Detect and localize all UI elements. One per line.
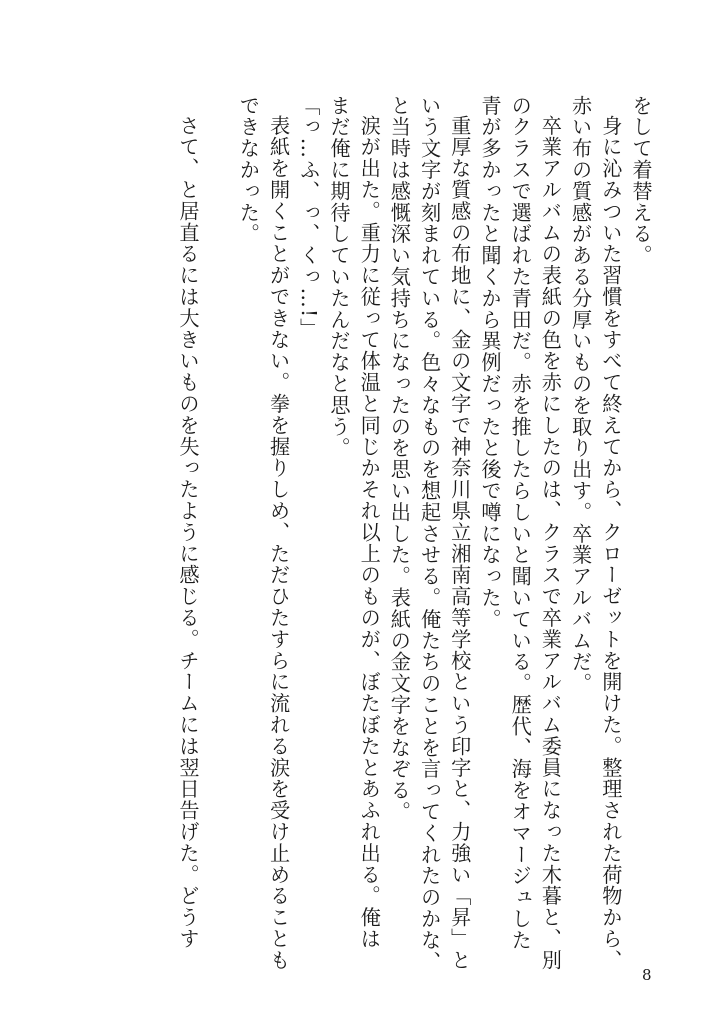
blank-line [203, 95, 233, 955]
text-line: 重厚な質感の布地に、金の文字で神奈川県立湘南高等学校という印字と、力強い「昇」と [447, 115, 472, 972]
text-line: 青が多かったと聞くから異例だったと後で噂になった。 [477, 95, 502, 630]
text-line: のクラスで選ばれた青田だ。赤を推したらしいと聞いている。歴代、海をオマージュした [508, 95, 533, 951]
text-line: まだ俺に期待していたんだなと思う。 [326, 95, 351, 459]
text-line: さて、と居直るには大きいものを失ったように感じる。チームには翌日告げた。どうす [175, 115, 200, 950]
text-line: をして着替える。 [629, 95, 653, 267]
text-line: 表紙を開くことができない。拳を握りしめ、ただひたすらに流れる涙を受け止めることも [266, 115, 291, 972]
text-line: いう文字が刻まれている。色々なものを想起させる。俺たちのことを言ってくれたのかな、 [417, 95, 442, 973]
page-number: 8 [642, 966, 652, 984]
dialogue-line: 「っ…ふ、っ、くっ…!」 [296, 95, 321, 340]
text-line: 赤い布の質感がある分厚いものを取り出す。卒業アルバムだ。 [568, 95, 593, 695]
text-line: 卒業アルバムの表紙の色を赤にしたのは、クラスで卒業アルバム委員になった木暮と、別 [538, 115, 563, 972]
text-line: 身に沁みついた習慣をすべて終えてから、クローゼットを開けた。整理された荷物から、 [598, 115, 623, 972]
text-line: 涙が出た。重力に従って体温と同じかそれ以上のものが、ぼたぼたとあふれ出る。俺は [357, 115, 382, 950]
text-line: できなかった。 [236, 95, 261, 245]
text-line: と当時は感慨深い気持ちになったのを思い出した。表紙の金文字をなぞる。 [387, 95, 412, 823]
vertical-text-body [173, 95, 656, 973]
